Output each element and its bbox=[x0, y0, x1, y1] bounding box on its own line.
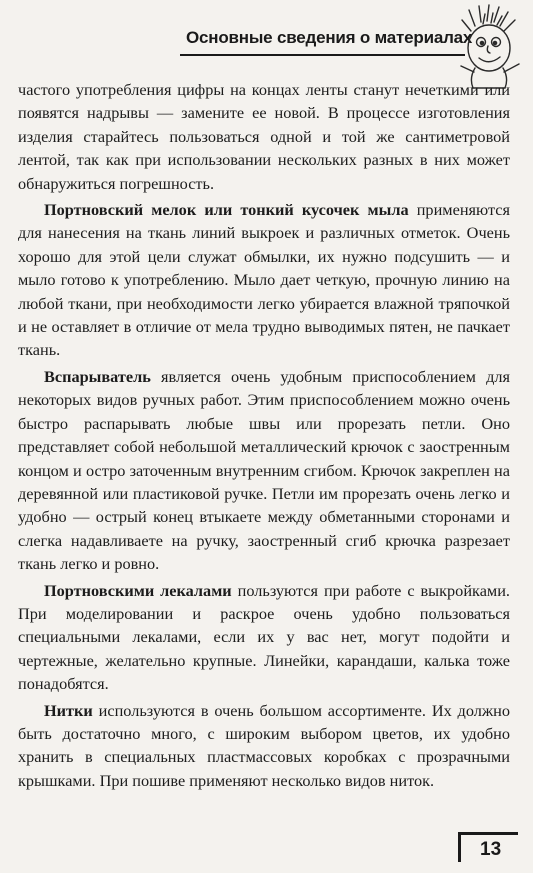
paragraph-threads bbox=[18, 699, 510, 793]
term-curves: Портновскими лекалами bbox=[44, 580, 232, 600]
paragraph-text: является очень удобным приспособлением для некоторых видов ручных работ. Этим приспособлением можно очень быстро распарывать любые швы или прорезать петли. Оно представляет собой небольшой металлический крючок с заостренным концом и остро заточенным внутренним сгибом. Крючок закреплен на деревянной или пластиковой ручке. Петли им прорезать очень легко и удобно — острый конец втыкаете между обметанными сторонами и слегка надавливаете на ручку, заостренный сгиб крючка разрезает ткань легко и ровно. bbox=[18, 366, 510, 574]
paragraph-text: пользуются при работе с выкройками. При моделировании и раскрое очень удобно пользоваться специальными лекалами, если их у вас нет, могут подойти и чертежные, желательно крупные. Линейки, карандаши, калька тоже понадобятся. bbox=[18, 580, 511, 694]
paragraph-text: применяются для нанесения на ткань линий выкроек и различных отметок. Очень хорошо для этой цели служат обмылки, их нужно подсушить — и мыло готово к употреблению. Мыло дает четкую, прочную линию на любой ткани, при необходимости легко убирается влажной тряпочкой и не оставляет в отличие от мела трудно выводимых пятен, не пачкает ткань. bbox=[18, 200, 510, 360]
paragraph-seam-ripper bbox=[18, 365, 510, 576]
paragraph-continuation bbox=[18, 78, 510, 195]
term-chalk-soap: Портновский мелок или тонкий кусочек мыла bbox=[44, 200, 409, 220]
paragraph-chalk-soap bbox=[18, 198, 510, 362]
folio-rule bbox=[458, 832, 461, 862]
body-text bbox=[18, 78, 510, 792]
folio-rule bbox=[458, 832, 518, 835]
term-threads: Нитки bbox=[44, 700, 93, 720]
running-header bbox=[180, 24, 473, 56]
running-header-title: Основные сведения о материалах bbox=[186, 28, 473, 47]
page-number-box bbox=[458, 832, 518, 862]
page-number: 13 bbox=[480, 839, 502, 860]
header-rule bbox=[180, 54, 465, 56]
paragraph-text: частого употребления цифры на концах ленты станут нечеткими или появятся надрывы — замените ее новой. В процессе изготовления изделия старайтесь пользоваться одной и той же сантиметровой лентой, так как при использовании нескольких разных в них может обнаружиться погрешность. bbox=[18, 80, 510, 193]
term-seam-ripper: Вспарыватель bbox=[44, 366, 151, 386]
paragraph-curves bbox=[18, 579, 510, 696]
paragraph-text: используются в очень большом ассортименте. Их должно быть достаточно много, с широким выбором цветов, их удобно хранить в специальных пластмассовых коробках с прозрачными крышками. При пошиве применяют несколько видов ниток. bbox=[18, 700, 510, 790]
